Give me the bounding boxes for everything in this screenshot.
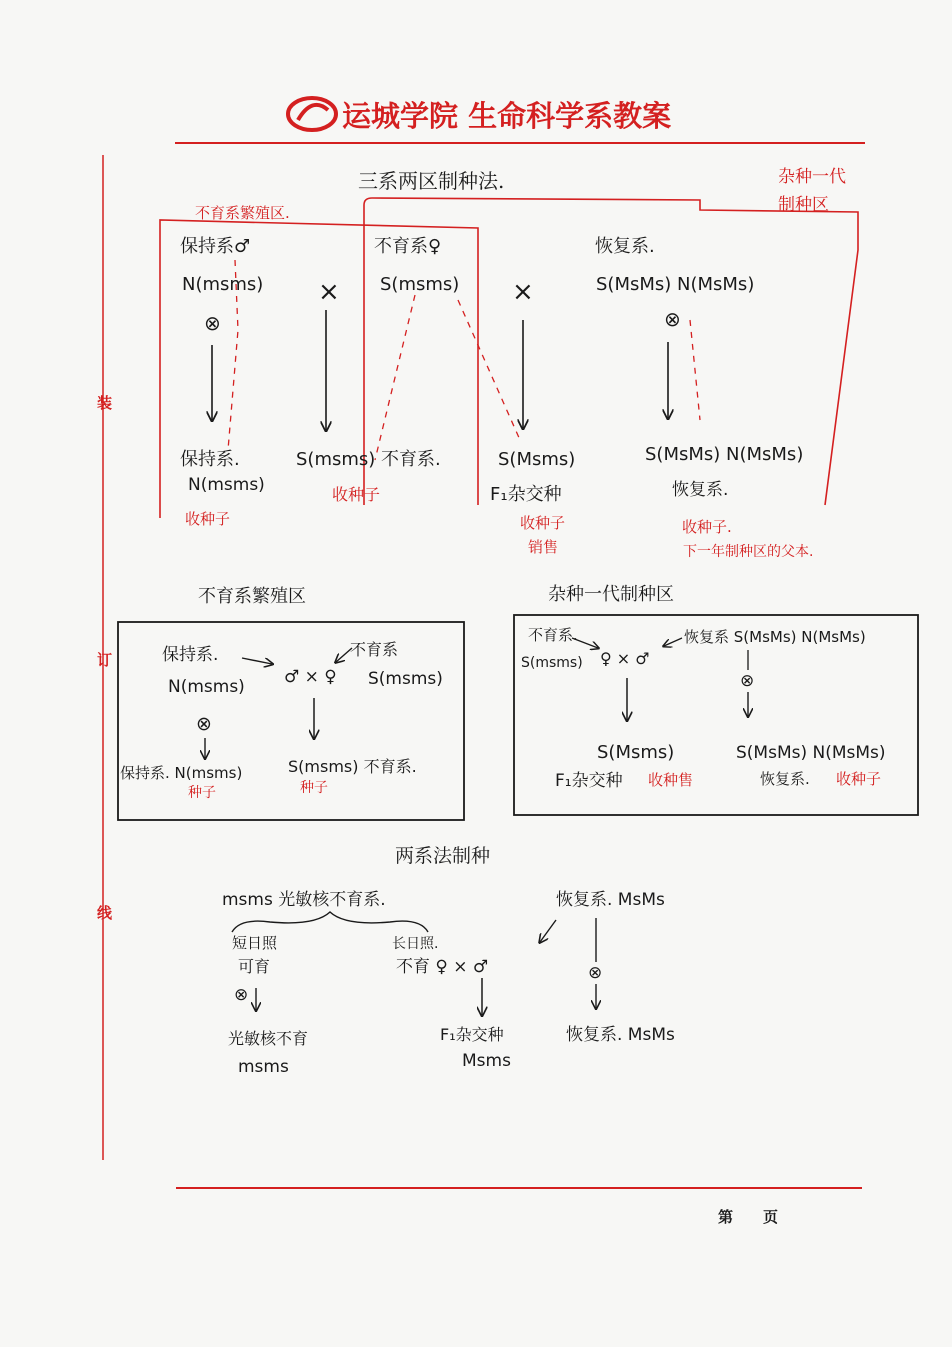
box-left-title: 不育系繁殖区 [198, 586, 306, 607]
section1-title: 三系两区制种法. [358, 169, 505, 193]
box-right-self-icon: ⊗ [740, 671, 755, 691]
maintainer-self-icon: ⊗ [204, 311, 221, 335]
box-left-sterile-name: 不育系 [350, 640, 399, 659]
f1-result: S(Msms) [498, 449, 576, 470]
box-right-sterile-genotype: S(msms) [521, 655, 583, 671]
maintainer-result-name: 保持系. [180, 449, 240, 470]
section2-self-icon-left: ⊗ [234, 985, 249, 1005]
box-right-restorer-result: S(MsMs) N(MsMs) [736, 743, 886, 763]
box-left-result-maintainer: 保持系. N(msms) [120, 764, 243, 782]
box-left-maintainer-genotype: N(msms) [168, 677, 245, 697]
restorer-result: S(MsMs) N(MsMs) [645, 444, 804, 465]
sterile-dashed-1 [375, 295, 415, 460]
restorer-result-name: 恢复系. [672, 480, 729, 500]
f1-note-1: 收种子 [520, 514, 566, 532]
section2-long-day-1: 长日照. [392, 936, 439, 952]
box-right-restorer-result-name: 恢复系. [760, 770, 810, 788]
box-left-self-icon: ⊗ [196, 713, 212, 735]
box-left-sterile-genotype: S(msms) [368, 669, 443, 689]
section2-restorer-result: 恢复系. MsMs [566, 1025, 675, 1045]
section2-self-icon-right: ⊗ [588, 963, 603, 983]
section2-line-label: msms 光敏核不育系. [222, 890, 386, 910]
box-left-result-sterile-note: 种子 [300, 780, 328, 796]
box-right-f1-genotype: S(Msms) [597, 742, 675, 763]
maintainer-genotype: N(msms) [182, 274, 264, 295]
cross-1: × [318, 277, 340, 307]
cross-2: × [512, 277, 534, 307]
zone-bracket-left [160, 220, 478, 518]
sterile-genotype: S(msms) [380, 274, 460, 295]
f1-note-2: 销售 [528, 538, 559, 556]
box-right-restorer: 恢复系 S(MsMs) N(MsMs) [684, 628, 866, 646]
restorer-self-icon: ⊗ [664, 307, 681, 331]
section2-long-day-2: 不育 ♀ × ♂ [396, 957, 489, 977]
box-right-restorer-note: 收种子 [836, 770, 882, 788]
section2-restorer: 恢复系. MsMs [556, 890, 665, 910]
restorer-note-2: 下一年制种区的父本. [683, 544, 814, 560]
binding-char-1: 装 [97, 394, 113, 412]
binding-char-2: 订 [97, 651, 113, 669]
f1-label: F₁杂交种 [490, 484, 562, 505]
section2-f1-genotype: Msms [462, 1051, 511, 1071]
binding-char-3: 线 [97, 904, 113, 922]
section2-short-day-1: 短日照 [232, 934, 278, 952]
maintainer-result-genotype: N(msms) [188, 475, 265, 495]
section2-result-left-1: 光敏核不育 [228, 1029, 309, 1048]
zone-label-right-1: 杂种一代 [778, 167, 846, 187]
header-title: 运城学院 生命科学系教案 [342, 99, 672, 133]
restorer-note-1: 收种子. [682, 518, 732, 536]
box-left-maintainer-arrow [242, 658, 272, 664]
sterile-dashed-2 [458, 300, 520, 440]
box-left-male-female: ♂ × ♀ [284, 667, 337, 687]
footer-page: 第 页 [718, 1208, 779, 1226]
restorer-genotypes: S(MsMs) N(MsMs) [596, 274, 755, 295]
sterile-name: 不育系♀ [374, 236, 442, 257]
section2-restorer-arrow [540, 920, 556, 942]
box-right-female-male: ♀ × ♂ [600, 649, 650, 668]
restorer-dashed [690, 320, 700, 420]
box-right-title: 杂种一代制种区 [548, 584, 674, 605]
box-right-f1-note: 收种售 [648, 771, 694, 789]
sterile-result: S(msms) 不育系. [296, 449, 441, 470]
section2-brace [232, 912, 428, 932]
zone-label-right-2: 制种区 [778, 195, 829, 215]
maintainer-name: 保持系♂ [180, 236, 251, 257]
box-left-result-maintainer-note: 种子 [188, 785, 216, 801]
section2-short-day-2: 可育 [238, 957, 271, 976]
sterile-note: 收种子 [332, 485, 381, 504]
zone-label-left: 不育系繁殖区. [195, 204, 290, 222]
maintainer-note: 收种子 [185, 510, 231, 528]
box-left-maintainer-name: 保持系. [162, 645, 219, 665]
box-left-result-sterile: S(msms) 不育系. [288, 757, 417, 776]
section2-result-left-2: msms [238, 1057, 289, 1077]
restorer-name: 恢复系. [595, 236, 655, 257]
section2-f1-label: F₁杂交种 [440, 1025, 504, 1044]
header-logo [288, 98, 336, 130]
box-right-sterile-name: 不育系. [528, 626, 578, 644]
box-right-f1-label: F₁杂交种 [555, 771, 623, 791]
section2-title: 两系法制种 [395, 845, 491, 867]
box-right-restorer-arrow [664, 638, 682, 646]
